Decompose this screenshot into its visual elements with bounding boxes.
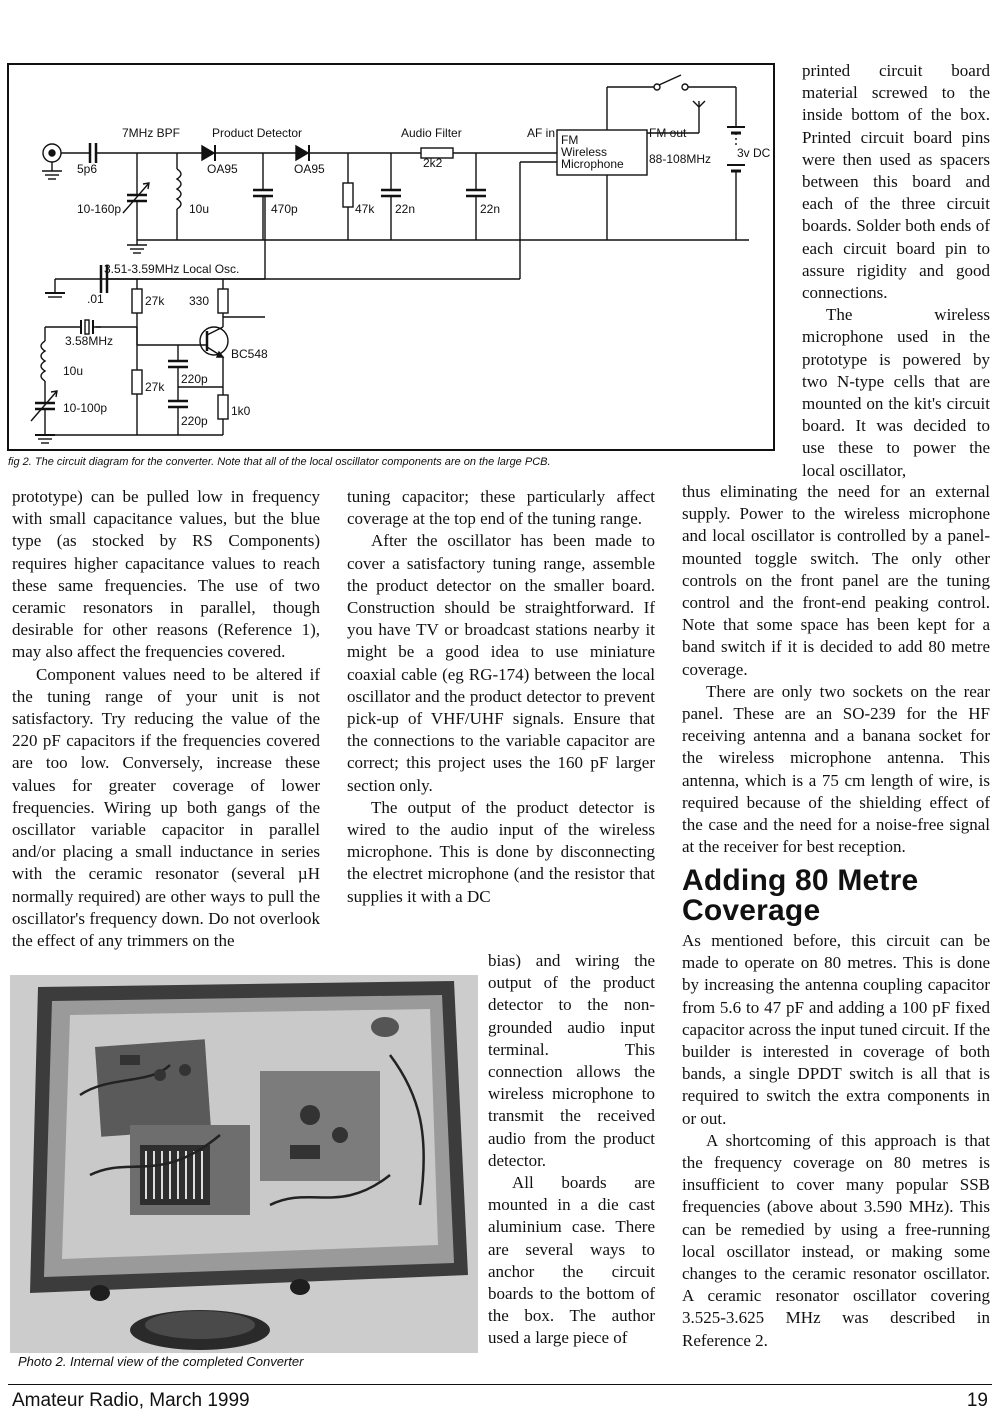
right-column	[682, 481, 990, 858]
paragraph: tuning capacitor; these particularly affect coverage at the top end of the tuning range.	[347, 487, 655, 529]
label-c-pd: 470p	[271, 202, 298, 216]
label-d2: OA95	[294, 162, 325, 176]
page-number: 19	[966, 1390, 988, 1411]
circuit-diagram	[7, 63, 775, 451]
paragraph: After the oscillator has been made to cover a satisfactory tuning range, assemble the product detector on the smaller board. Construction should be straightforward. If you have TV or broadcast stations nearby it might be a good idea to use miniature coaxial cable (eg RG-174) between the local oscillator and the product detector to prevent pick-up of VHF/UHF signals. Ensure that the connections to the variable capacitor are correct; this project uses the 160 pF larger section only.	[347, 531, 655, 795]
label-r-coll: 330	[189, 294, 210, 308]
label-c-trim: 10-100p	[63, 401, 108, 415]
paragraph: The wireless microphone used in the prototype is powered by two N-type cells that are mounted on the kit's circuit board. It was decided to use these to power the local oscillator,	[802, 305, 990, 480]
paragraph: printed circuit board material screwed to the inside bottom of the box. Printed circuit board pins were then used as spacers between this board and each of the three circuit boards. Solder both ends of each circuit board pin to assure rigidity and good connections.	[802, 61, 990, 303]
label-fm-box-2: Wireless	[561, 145, 608, 159]
label-r-bias2: 27k	[145, 380, 165, 394]
right-top-column	[802, 60, 990, 482]
label-fm-freq: 88-108MHz	[649, 152, 712, 166]
label-battery: 3v DC	[737, 146, 771, 160]
paragraph: The output of the product detector is wired to the audio input of the wireless microphone. This is done by disconnecting the electret microphone (and the resistor that supplies it with a DC	[347, 797, 655, 906]
paragraph: Component values need to be altered if the tuning range of your unit is not satisfactory. Try reducing the value of the 220 pF capacitors if the frequencies covered are too low. Conversely, increase these values for greater coverage of lower frequencies. Wiring up both gangs of the oscillator variable capacitor in parallel and/or placing a small inductance in series with the ceramic resonator (several µH normally required) are other ways to pull the oscillator's frequency down. Do not overlook the effect of any trimmers on the	[12, 664, 320, 951]
figure-caption: fig 2. The circuit diagram for the converter. Note that all of the local oscillator components are on the large PCB.	[8, 456, 551, 468]
label-resonator: 3.58MHz	[65, 334, 114, 348]
section-heading-line2: Coverage	[682, 894, 821, 927]
paragraph: There are only two sockets on the rear panel. These are an SO-239 for the HF receiving antenna and a banana socket for the wireless microphone antenna. This antenna, which is a 75 cm length of wire, is required because of the shielding effect of the case and the need for a noise-free signal at the receiver for best reception.	[682, 681, 990, 857]
label-r-emit: 1k0	[231, 404, 251, 418]
label-l-osc: 10u	[63, 364, 84, 378]
paragraph: prototype) can be pulled low in frequency with small capacitance values, but the blue type (as stocked by RS Components) requires higher capacitance values to reach these same frequencies. The use of two ceramic resonators in parallel, though desirable for other reasons (Reference 1), may also affect the frequencies covered.	[12, 487, 320, 662]
label-fm-box-1: FM	[561, 133, 579, 147]
label-c-f2: 22n	[480, 202, 501, 216]
middle-column	[347, 486, 655, 908]
footer-rule	[8, 1384, 992, 1385]
label-c-ant: 5p6	[77, 162, 98, 176]
section-heading-line1: Adding 80 Metre	[682, 864, 919, 897]
label-l-bpf: 10u	[189, 202, 210, 216]
label-r-load: 47k	[355, 202, 375, 216]
label-r-filter: 2k2	[423, 156, 443, 170]
label-fm-out: FM out	[649, 126, 687, 140]
paragraph: thus eliminating the need for an external supply. Power to the wireless microphone and local oscillator is controlled by a panel-mounted toggle switch. The only other controls on the front panel are the tuning control and the front-end peaking control. Note that some space has been kept for a band switch if it is decided to add 80 metre coverage.	[682, 482, 990, 679]
label-af-in: AF in	[527, 126, 556, 140]
paragraph: A shortcoming of this approach is that the frequency coverage on 80 metres is insufficient to cover many popular SSB frequencies (above about 3.590 MHz). This can be remedied by using a free-running local oscillator instead, or making some changes to the ceramic resonator oscillator. A ceramic resonator oscillator covering 3.525-3.625 MHz was described in Reference 2.	[682, 1130, 990, 1350]
footer-publication: Amateur Radio, March 1999	[12, 1390, 250, 1411]
middle-narrow-column	[488, 950, 655, 1350]
label-r-bias1: 27k	[145, 294, 165, 308]
label-c-couple: .01	[87, 292, 104, 306]
label-audio-filter: Audio Filter	[401, 126, 462, 140]
label-c-f1: 22n	[395, 202, 416, 216]
label-d1: OA95	[207, 162, 238, 176]
label-bpf: 7MHz BPF	[122, 126, 181, 140]
label-product-detector: Product Detector	[212, 126, 303, 140]
paragraph: bias) and wiring the output of the product detector to the non-grounded audio input terminal. This connection allows the wireless microphone to transmit the received audio from the product detector.	[488, 951, 655, 1170]
paragraph: As mentioned before, this circuit can be made to operate on 80 metres. This is done by increasing the antenna coupling capacitor from 5.6 to 47 pF and adding a 100 pF fixed capacitor across the input tuned circuit. If the builder is interested in coverage of both bands, a single DPDT switch is all that is required to switch the extra components in or out.	[682, 931, 990, 1128]
paragraph: All boards are mounted in a die cast aluminium case. There are several ways to anchor the circuit boards to the bottom of the box. The author used a large piece of	[488, 1173, 655, 1348]
label-fm-box-3: Microphone	[561, 157, 624, 171]
photo-caption: Photo 2. Internal view of the completed Converter	[18, 1354, 304, 1369]
label-c-osc1: 220p	[181, 372, 208, 386]
label-local-osc: 3.51-3.59MHz Local Osc.	[104, 262, 240, 276]
label-c-osc2: 220p	[181, 414, 208, 428]
label-c-tune: 10-160p	[77, 202, 122, 216]
converter-photo	[10, 975, 478, 1353]
label-transistor: BC548	[231, 347, 268, 361]
section-body	[682, 930, 990, 1352]
left-column	[12, 486, 320, 952]
